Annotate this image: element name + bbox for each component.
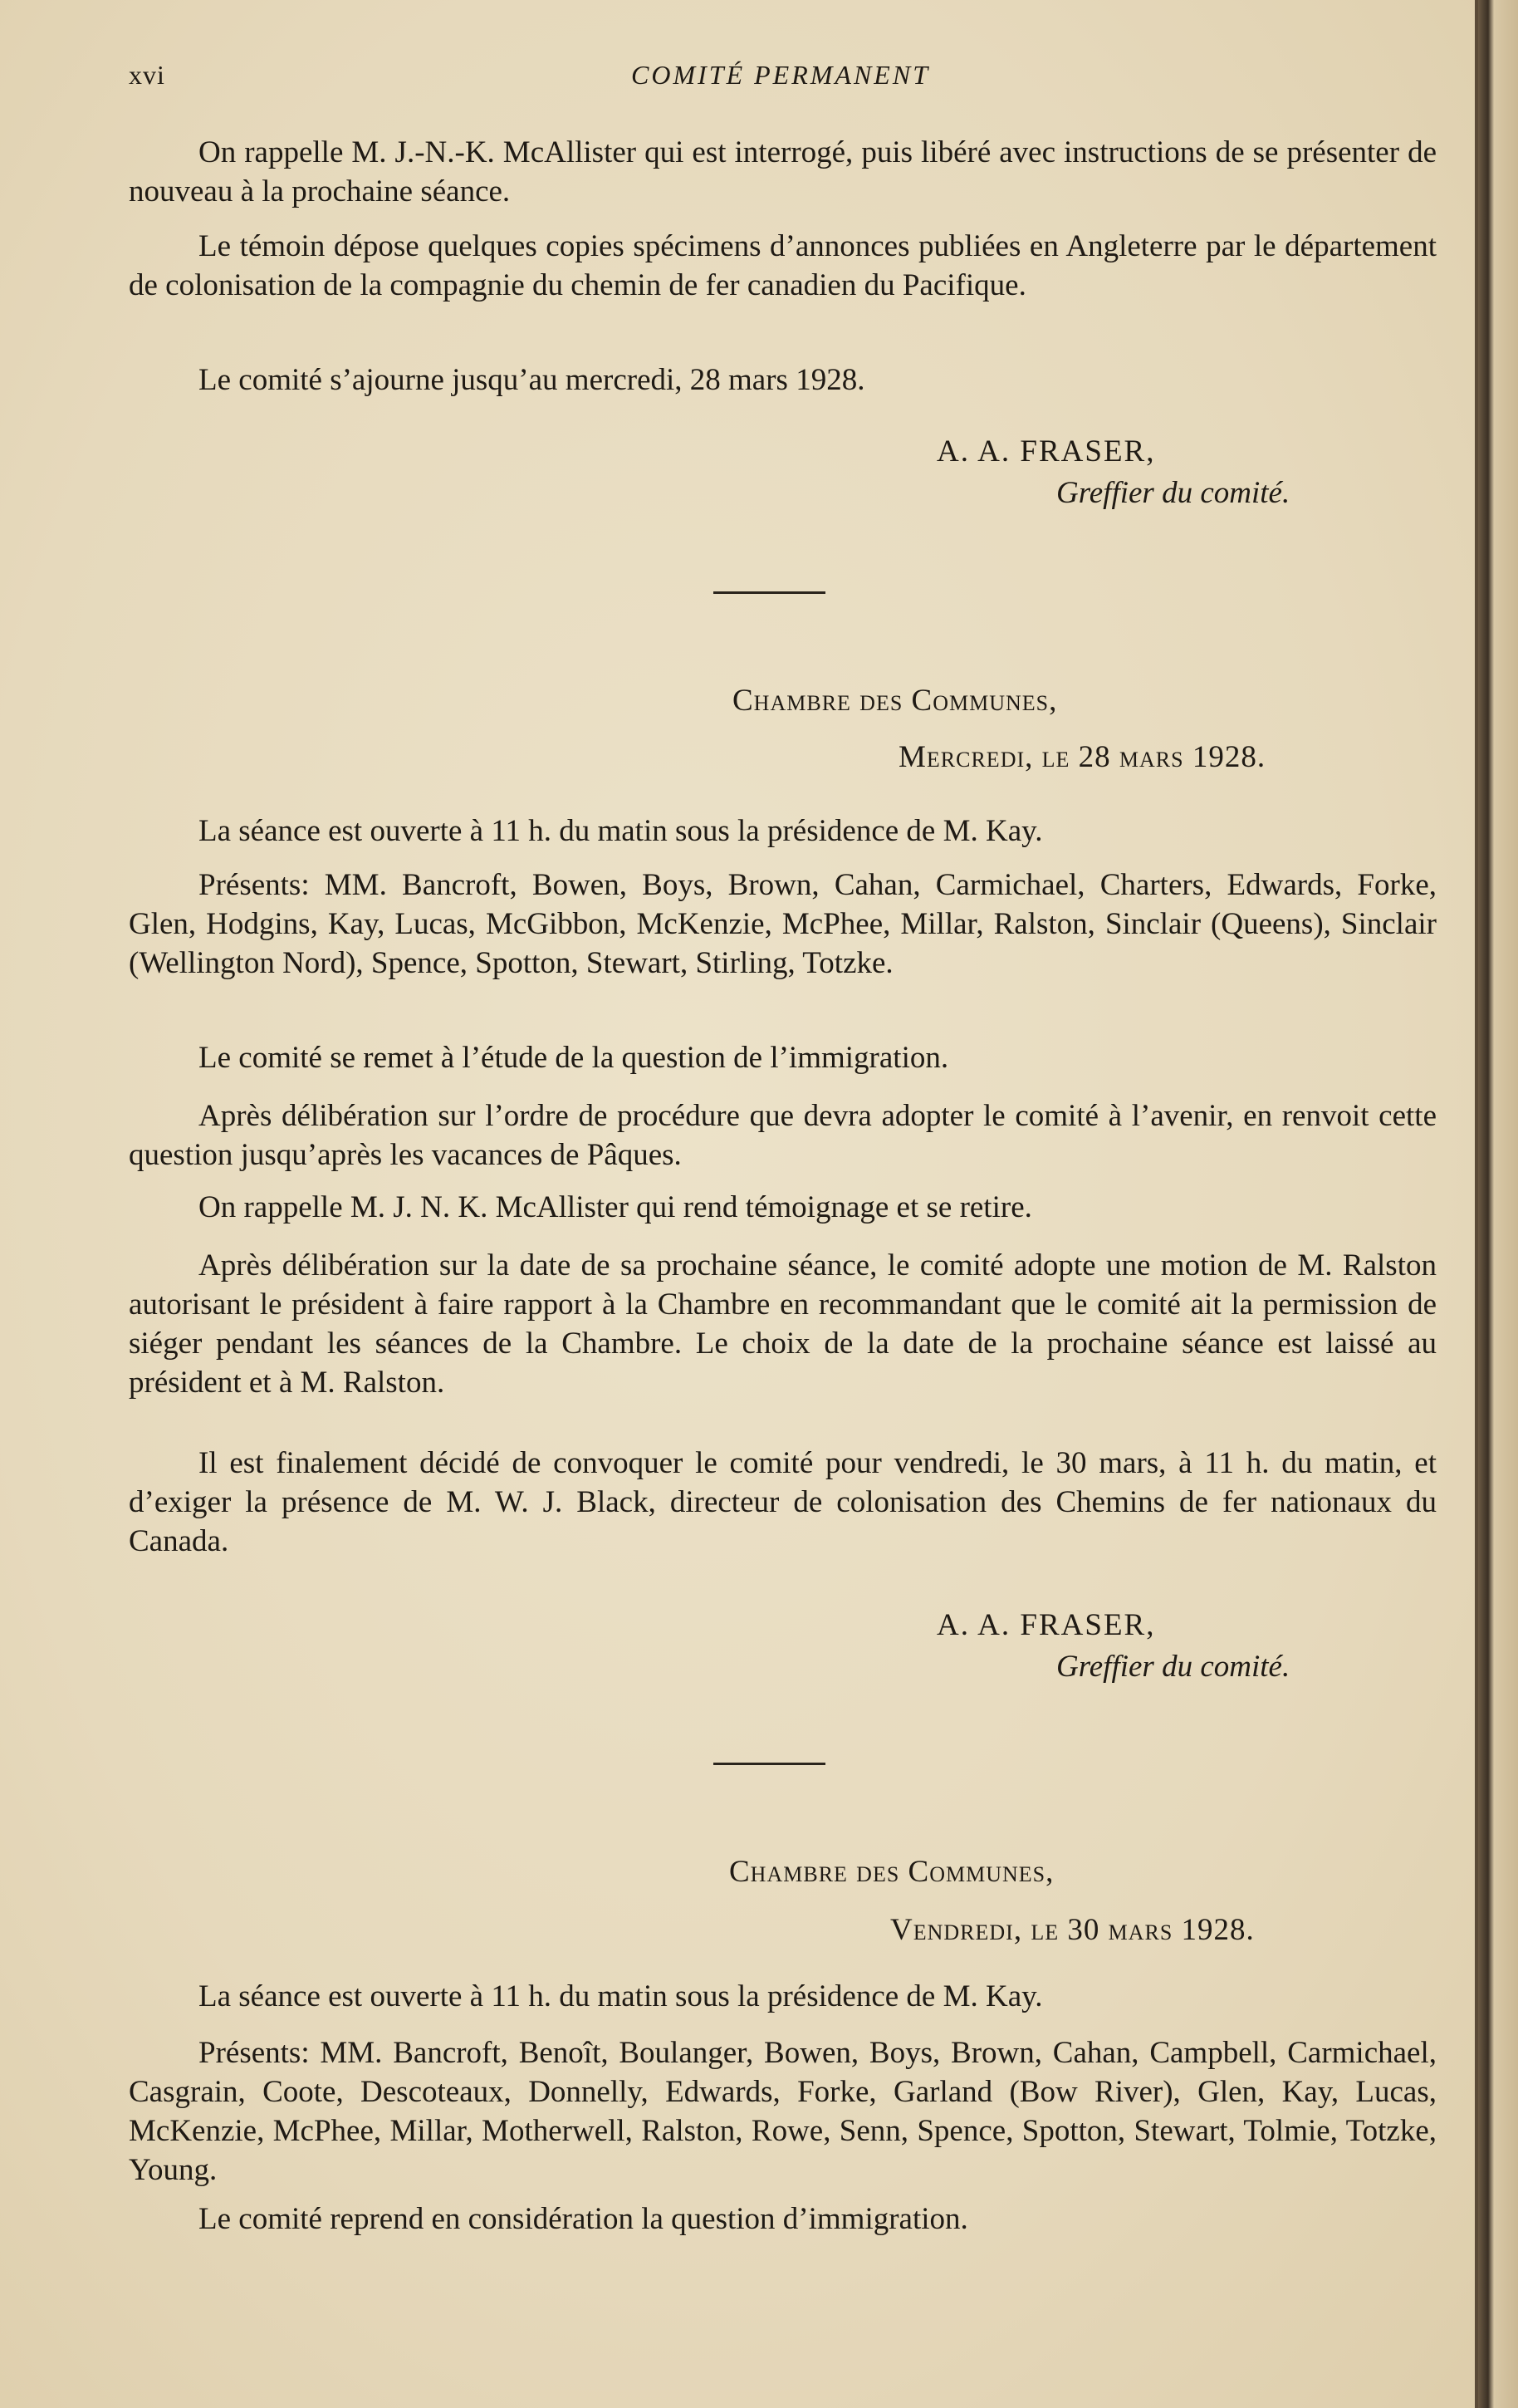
- signature-name: A. A. FRASER,: [937, 434, 1156, 468]
- book-spine: [1478, 0, 1518, 2408]
- signature-title: Greffier du comité.: [1056, 1650, 1290, 1684]
- paragraph-procedure-deliberation: Après délibération sur l’ordre de procédure que devra adopter le comité à l’avenir, en renvoit cette question jusqu’après les vacances de Pâques.: [129, 1099, 1437, 1172]
- paragraph-session-opening: La séance est ouverte à 11 h. du matin sous la présidence de M. Kay.: [198, 814, 1043, 848]
- paragraph-members-present: Présents: MM. Bancroft, Benoît, Boulanger, Bowen, Boys, Brown, Cahan, Campbell, Carmichael, Casgrain, Coote, Descoteaux, Donnelly, Edwards, Forke, Garland (Bow River), Glen, Kay, Lucas, McKenzie, McPhee, Millar, Motherwell, Ralston, Rowe, Senn, Spence, Spotton, Stewart, Tolmie, Totzke, Young.: [129, 2036, 1437, 2187]
- running-title: COMITÉ PERMANENT: [631, 60, 930, 90]
- session-date-text: Mercredi, le 28 mars 1928.: [899, 740, 1266, 774]
- paragraph-immigration-resumed: Le comité reprend en considération la question d’immigration.: [198, 2202, 968, 2236]
- paragraph-members-present: Présents: MM. Bancroft, Bowen, Boys, Brown, Cahan, Carmichael, Charters, Edwards, Forke, Glen, Hodgins, Kay, Lucas, McGibbon, McKenzie, McPhee, Millar, Ralston, Sinclair (Queens), Sinclair (Wellington Nord), Spence, Spotton, Stewart, Stirling, Totzke.: [129, 868, 1437, 980]
- section-divider: [713, 591, 825, 594]
- running-head: [129, 60, 1432, 96]
- paragraph-witness-deposit: Le témoin dépose quelques copies spécimens d’annonces publiées en Angleterre par le département de colonisation de la compagnie du chemin de fer canadien du Pacifique.: [129, 229, 1437, 302]
- signature-name: A. A. FRASER,: [937, 1608, 1156, 1642]
- chamber-heading: Chambre des Communes,: [729, 1855, 1055, 1889]
- section-divider: [713, 1763, 825, 1765]
- page-number: xvi: [129, 60, 165, 90]
- paragraph-mcallister-recall: On rappelle M. J.-N.-K. McAllister qui est interrogé, puis libéré avec instructions de se présenter de nouveau à la prochaine séance.: [129, 135, 1437, 208]
- paragraph-immigration-study: Le comité se remet à l’étude de la question de l’immigration.: [198, 1041, 949, 1075]
- paragraph-mcallister-testimony: On rappelle M. J. N. K. McAllister qui rend témoignage et se retire.: [198, 1190, 1032, 1224]
- paragraph-adjournment: Le comité s’ajourne jusqu’au mercredi, 28 mars 1928.: [198, 363, 865, 397]
- chamber-heading: Chambre des Communes,: [732, 684, 1058, 718]
- signature-title: Greffier du comité.: [1056, 476, 1290, 510]
- session-date-text: Vendredi, le 30 mars 1928.: [890, 1913, 1255, 1947]
- paragraph-session-opening: La séance est ouverte à 11 h. du matin sous la présidence de M. Kay.: [198, 1979, 1043, 2013]
- session-date: [899, 739, 1266, 775]
- session-date: [890, 1912, 1255, 1948]
- paragraph-convocation: Il est finalement décidé de convoquer le comité pour vendredi, le 30 mars, à 11 h. du matin, et d’exiger la présence de M. W. J. Black, directeur de colonisation des Chemins de fer nationaux du Canada.: [129, 1446, 1437, 1558]
- paragraph-next-sitting-motion: Après délibération sur la date de sa prochaine séance, le comité adopte une motion de M. Ralston autorisant le président à faire rapport à la Chambre en recommandant que le comité ait la permission de siéger pendant les séances de la Chambre. Le choix de la date de la prochaine séance est laissé au président et à M. Ralston.: [129, 1248, 1437, 1400]
